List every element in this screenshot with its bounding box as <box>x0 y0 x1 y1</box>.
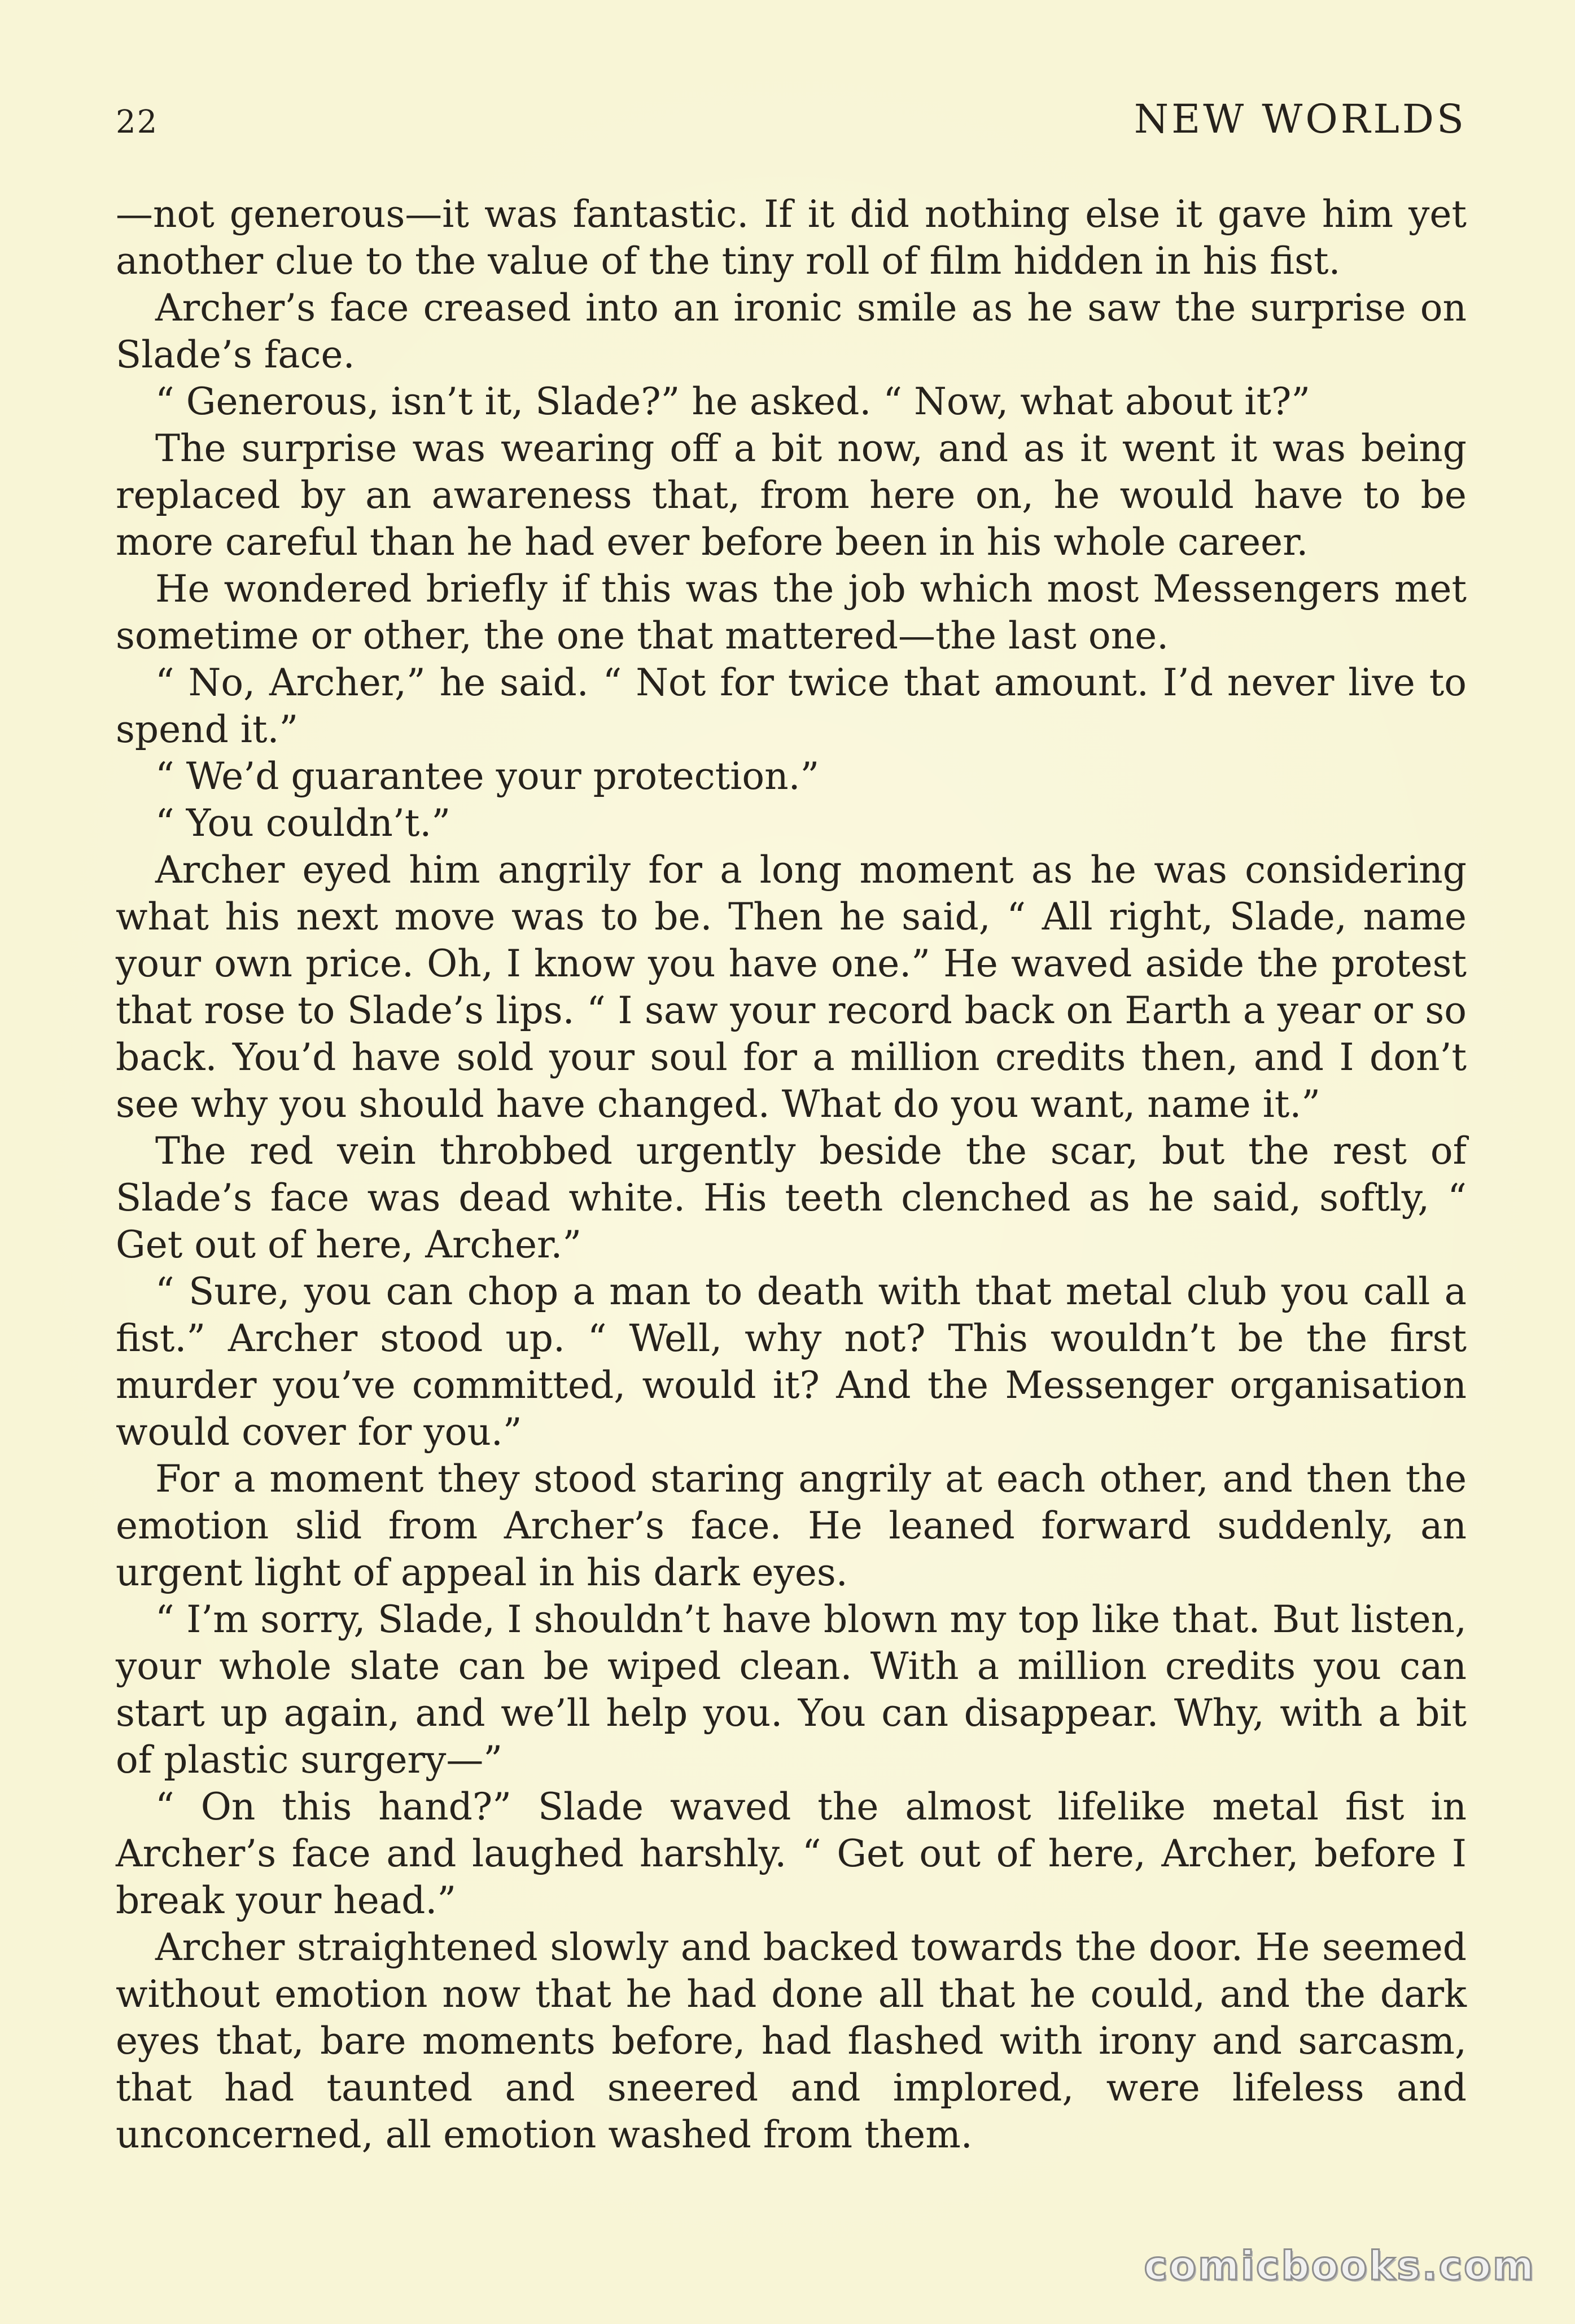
paragraph: He wondered briefly if this was the job which most Messengers met sometime or other, the one that mattered—the last one. <box>116 567 1467 657</box>
running-head <box>116 96 1467 147</box>
paragraph: Archer straightened slowly and backed towards the door. He seemed without emotion now that he had done all that he could, and the dark eyes that, bare moments before, had flashed with irony and sarcasm, that had taunted and sneered and implored, were lifeless and unconcerned, all emotion washed from them. <box>116 1926 1467 2156</box>
paragraph: “ You couldn’t.” <box>155 801 451 845</box>
paragraph: —not generous—it was fantastic. If it did nothing else it gave him yet another clue to the value of the tiny roll of film hidden in his fist. <box>116 192 1467 283</box>
story-text <box>116 191 1467 2158</box>
page-number: 22 <box>116 104 159 141</box>
paragraph: “ Sure, you can chop a man to death with that metal club you call a fist.” Archer stood up. “ Well, why not? This wouldn’t be the first murder you’ve committed, would it? And the Messenger organisation would cover for you.” <box>116 1270 1467 1454</box>
paragraph: “ I’m sorry, Slade, I shouldn’t have blown my top like that. But listen, your whole slate can be wiped clean. With a million credits you can start up again, and we’ll help you. You can disappear. Why, with a bit of plastic surgery—” <box>116 1598 1467 1782</box>
paragraph: The red vein throbbed urgently beside the scar, but the rest of Slade’s face was dead white. His teeth clenched as he said, softly, “ Get out of here, Archer.” <box>116 1129 1467 1266</box>
paragraph: For a moment they stood staring angrily at each other, and then the emotion slid from Archer’s face. He leaned forward suddenly, an urgent light of appeal in his dark eyes. <box>116 1457 1467 1594</box>
magazine-title: NEW WORLDS <box>1134 96 1467 142</box>
paragraph: “ No, Archer,” he said. “ Not for twice that amount. I’d never live to spend it.” <box>116 661 1467 751</box>
paragraph: Archer eyed him angrily for a long moment as he was considering what his next move was to be. Then he said, “ All right, Slade, name your own price. Oh, I know you have one.” He waved aside the protest that rose to Slade’s lips. “ I saw your record back on Earth a year or so back. You’d have sold your soul for a million credits then, and I don’t see why you should have changed. What do you want, name it.” <box>116 848 1467 1126</box>
paragraph: “ On this hand?” Slade waved the almost lifelike metal fist in Archer’s face and laughed harshly. “ Get out of here, Archer, before I break your head.” <box>116 1785 1467 1922</box>
watermark-logo: comicbooks.com <box>1144 2243 1535 2289</box>
paragraph: “ Generous, isn’t it, Slade?” he asked. “ Now, what about it?” <box>155 380 1311 423</box>
paragraph: Archer’s face creased into an ironic smile as he saw the surprise on Slade’s face. <box>116 286 1467 376</box>
paragraph: The surprise was wearing off a bit now, and as it went it was being replaced by an awareness that, from here on, he would have to be more careful than he had ever before been in his whole career. <box>116 427 1467 564</box>
paragraph: “ We’d guarantee your protection.” <box>155 755 820 798</box>
